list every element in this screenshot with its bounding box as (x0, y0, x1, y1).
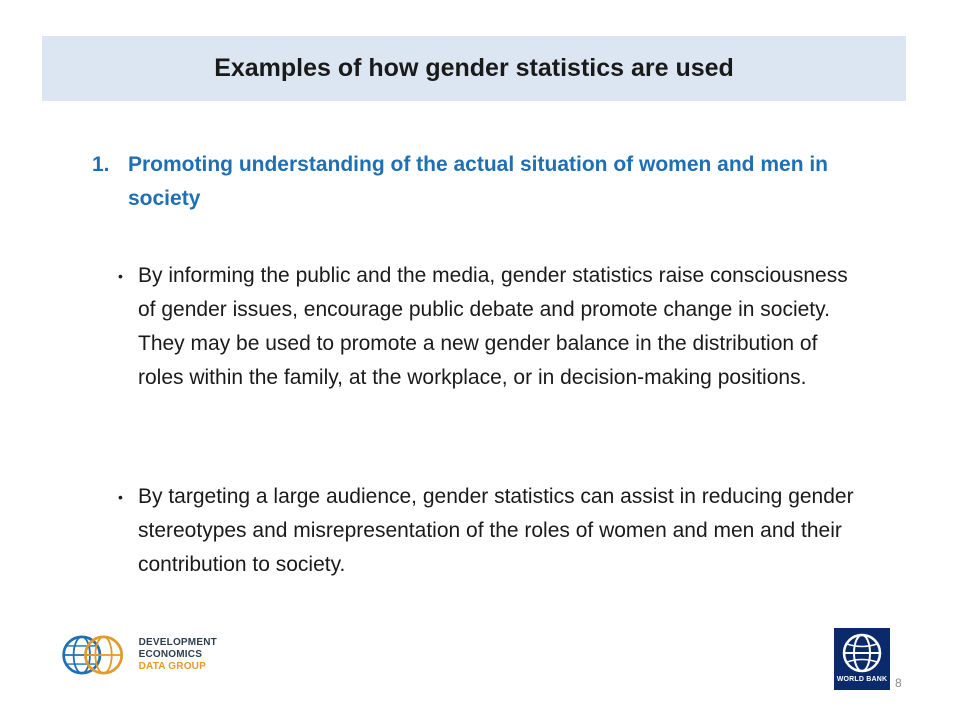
bullet-item-1 (118, 259, 858, 395)
numbered-heading (92, 148, 872, 216)
logo-line-2: DATA GROUP (138, 661, 206, 672)
globe-icon (841, 632, 883, 674)
item-heading: Promoting understanding of the actual situation of women and men in society (128, 153, 829, 210)
bullet-item-2 (118, 480, 858, 582)
world-bank-label: WORLD BANK (836, 676, 888, 683)
bullet-dot: • (118, 489, 123, 505)
item-number: 1. (92, 153, 110, 176)
logo-wordmark (139, 637, 270, 673)
world-bank-logo (834, 628, 890, 690)
bullet-dot: • (118, 268, 123, 284)
development-economics-logo (60, 628, 270, 682)
bullet-text-2: By targeting a large audience, gender statistics can assist in reducing gender stereotypes and misrepresentation of the roles of women and men and their contribution to society. (138, 485, 854, 576)
bullet-text-1: By informing the public and the media, gender statistics raise consciousness of gender issues, encourage public debate and promote change in society. They may be used to promote a new gender balance in the distribution of roles within the family, at the workplace, or in decision-making positions. (138, 264, 848, 389)
slide-title: Examples of how gender statistics are used (214, 54, 734, 82)
globe-rings-icon (60, 628, 133, 682)
logo-line-1: DEVELOPMENT ECONOMICS (138, 637, 217, 660)
page-number: 8 (895, 676, 902, 690)
title-band (42, 36, 906, 101)
